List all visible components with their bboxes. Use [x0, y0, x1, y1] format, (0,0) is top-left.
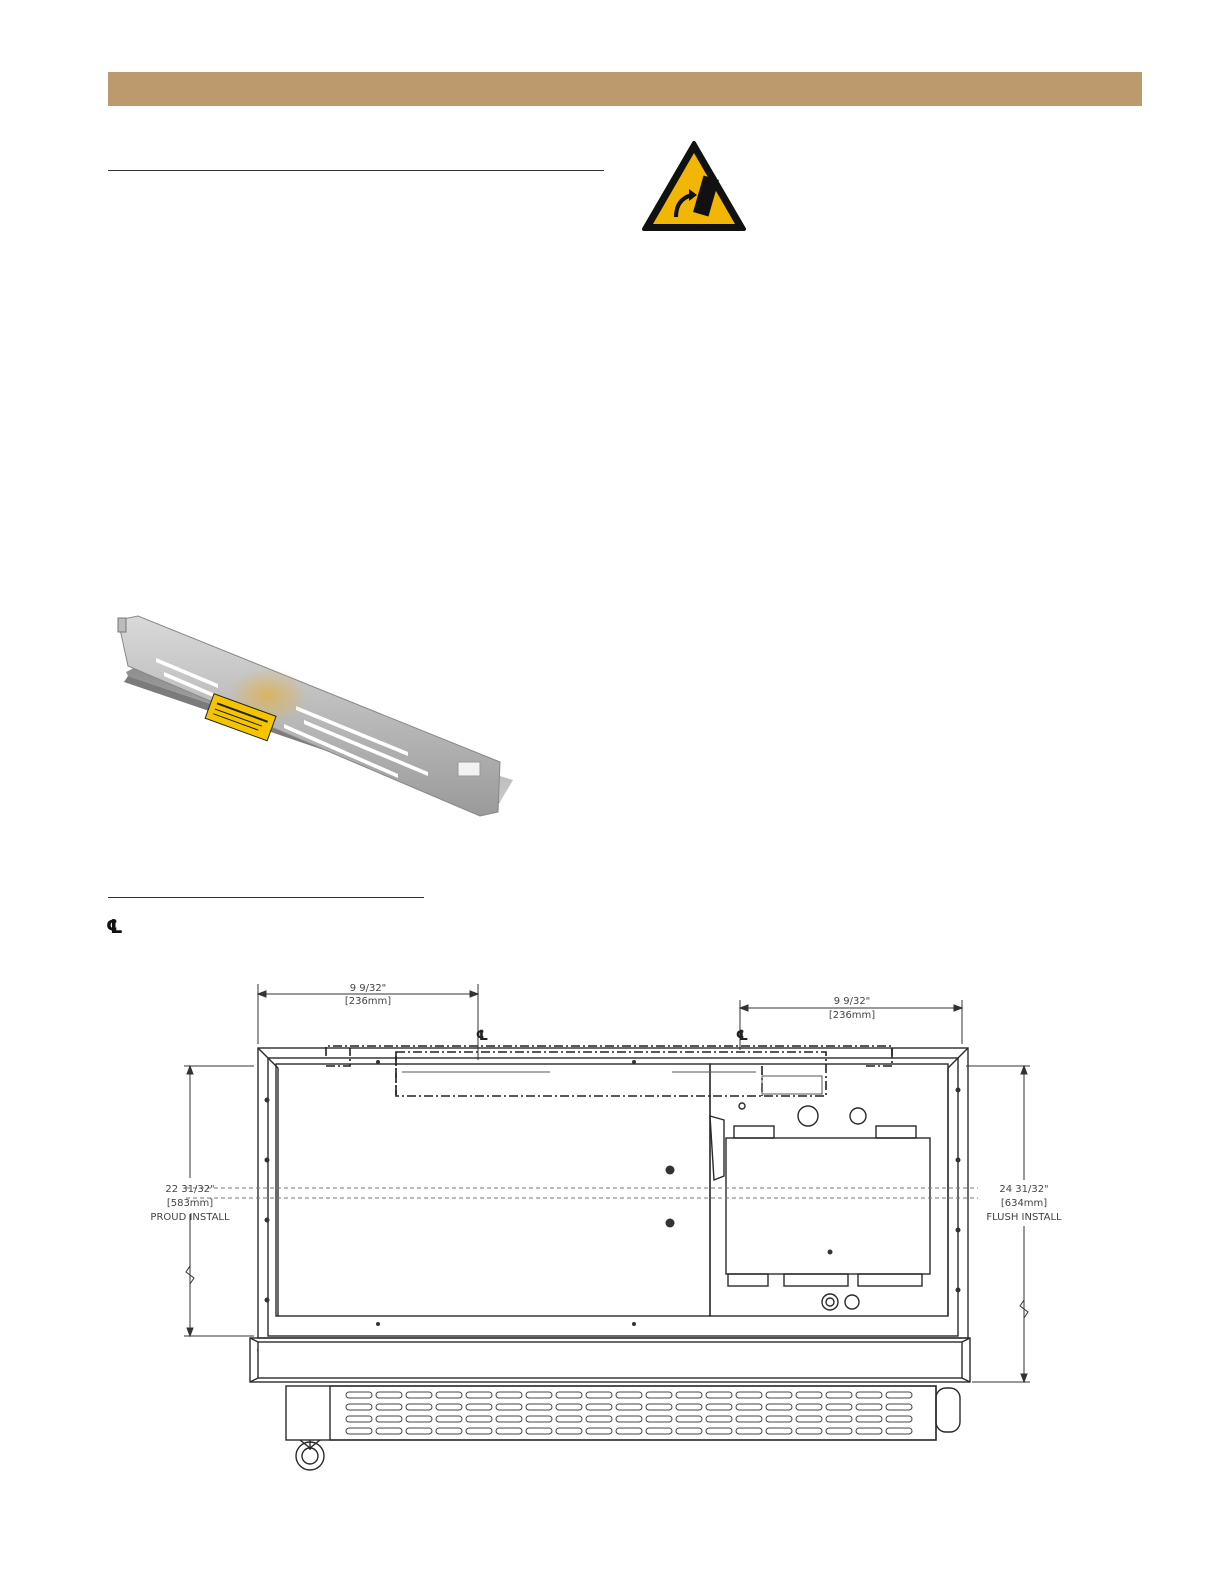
dim-proud-label: PROUD INSTALL	[150, 1212, 230, 1223]
dim-flush-height-mm: [634mm]	[1000, 1198, 1048, 1209]
dim-flush-label: FLUSH INSTALL	[986, 1212, 1062, 1223]
installation-dimension-drawing	[150, 970, 1080, 1530]
centerline-symbol: ℄	[106, 916, 124, 938]
dim-right-width: 9 9/32"	[833, 996, 871, 1007]
tip-hazard-warning-icon	[640, 139, 748, 233]
dim-proud-height: 22 31/32"	[165, 1184, 215, 1195]
dim-proud-height-mm: [583mm]	[166, 1198, 214, 1209]
section-rule	[108, 170, 604, 171]
centerline-mark: ℄	[475, 1028, 489, 1044]
section-rule	[108, 897, 424, 898]
mounting-bracket-image	[108, 612, 518, 834]
header-band	[108, 72, 1142, 106]
dim-left-width-mm: [236mm]	[344, 996, 392, 1007]
centerline-mark: ℄	[735, 1028, 749, 1044]
dim-left-width: 9 9/32"	[349, 983, 387, 994]
dim-flush-height: 24 31/32"	[999, 1184, 1049, 1195]
dim-right-width-mm: [236mm]	[828, 1010, 876, 1021]
